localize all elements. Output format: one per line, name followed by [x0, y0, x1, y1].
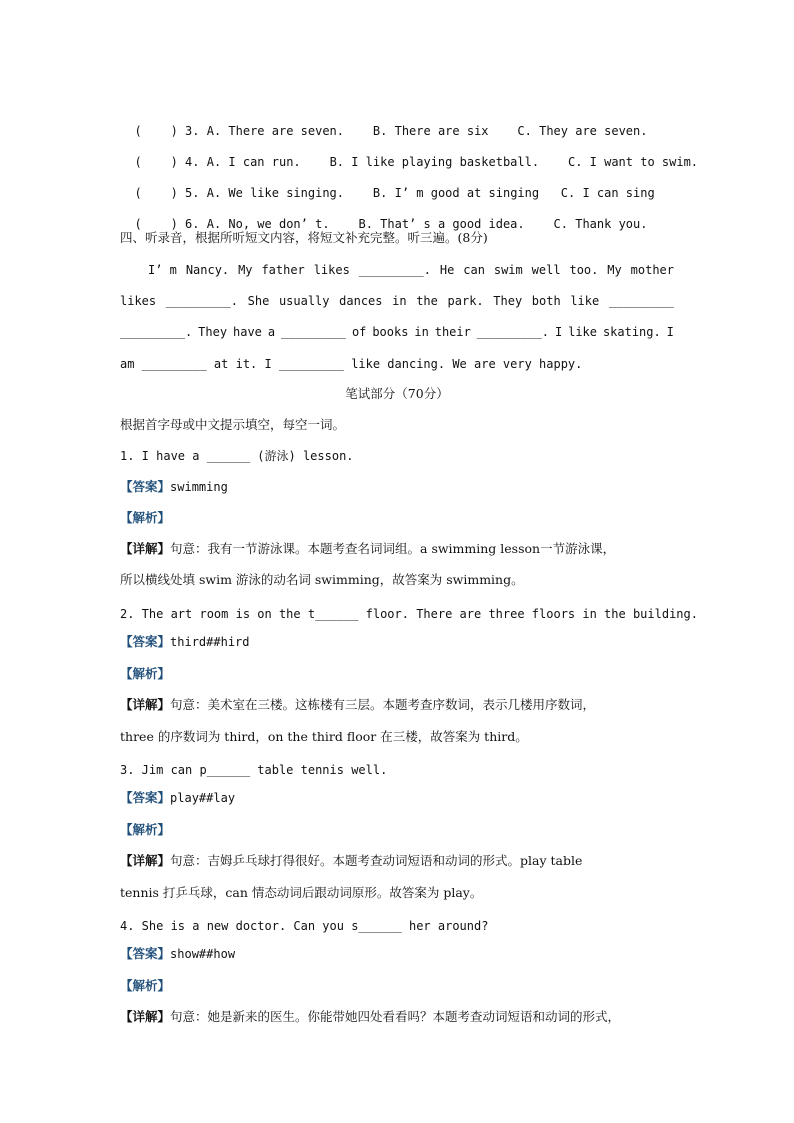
item-2-answer: [120, 634, 250, 650]
item-1-answer: [120, 479, 228, 495]
passage-word: My: [238, 263, 253, 277]
question-number: 5.: [185, 186, 200, 200]
passage-line-3: [120, 324, 674, 340]
option-b: B. That’ s a good idea.: [358, 217, 525, 231]
option-a: A. There are seven.: [206, 124, 345, 138]
answer-paren: ( ): [134, 155, 178, 169]
passage-word: in: [392, 294, 407, 308]
item-3-detail: [120, 853, 582, 869]
passage-word: _________.: [165, 294, 238, 308]
question-5-row: [120, 169, 655, 201]
option-a: A. No, we don’ t.: [206, 217, 330, 231]
question-number: 4.: [185, 155, 200, 169]
option-b: B. I like playing basketball.: [329, 155, 540, 169]
passage-word: their: [434, 325, 471, 339]
detail-label: 【详解】: [120, 853, 171, 868]
answer-text: swimming: [170, 480, 228, 494]
item-2-detail-cont: three 的序数词为 third，on the third floor 在三楼，故答案为 third。: [120, 729, 528, 744]
passage-word: She: [247, 294, 270, 308]
passage-word: They: [198, 325, 228, 339]
passage-word: They: [493, 294, 523, 308]
item-3-question: 3. Jim can p______ table tennis well.: [120, 763, 388, 777]
passage-word: in: [414, 325, 429, 339]
passage-line-1: [148, 262, 674, 278]
passage-word: park.: [447, 294, 484, 308]
passage-word: likes: [120, 294, 157, 308]
answer-label: 【答案】: [120, 479, 171, 494]
option-c: C. They are seven.: [517, 124, 648, 138]
item-3-detail-cont: tennis 打乒乓球，can 情态动词后跟动词原形。故答案为 play。: [120, 885, 483, 900]
passage-word: He: [439, 263, 455, 277]
passage-word: I’ m: [148, 263, 177, 277]
answer-label: 【答案】: [120, 946, 171, 961]
option-b: B. There are six: [372, 124, 489, 138]
passage-word: I: [666, 325, 674, 339]
passage-line-4: [120, 356, 582, 372]
item-1-detail: [120, 541, 615, 557]
answer-label: 【答案】: [120, 790, 171, 805]
item-2-question: 2. The art room is on the t______ floor. There are three floors in the building.: [120, 607, 698, 621]
item-4-question: 4. She is a new doctor. Can you s______ her around?: [120, 919, 489, 933]
option-c: C. I can sing: [560, 186, 655, 200]
question-4-row: [120, 138, 698, 170]
passage-word: of: [351, 325, 367, 339]
item-1-detail-cont: 所以横线处填 swim 游泳的动名词 swimming，故答案为 swimming。: [120, 572, 524, 587]
passage-word: likes: [313, 263, 350, 277]
item-4-detail: [120, 1009, 620, 1025]
passage-word: well: [531, 263, 561, 277]
passage-word: My: [607, 263, 622, 277]
passage-word: skating.: [602, 325, 661, 339]
option-a: A. We like singing.: [206, 186, 345, 200]
passage-word: both: [531, 294, 561, 308]
option-c: C. I want to swim.: [567, 155, 699, 169]
item-1-question: 1. I have a ______ (游泳) lesson.: [120, 449, 354, 463]
passage-word: too.: [569, 263, 599, 277]
passage-word: am _________ at it. I _________ like dancing. We are very happy.: [120, 357, 583, 371]
passage-word: _________.: [476, 325, 550, 339]
detail-label: 【详解】: [120, 1009, 171, 1024]
detail-label: 【详解】: [120, 541, 171, 556]
passage-word: Nancy.: [185, 263, 230, 277]
option-a: A. I can run.: [206, 155, 301, 169]
item-3-analysis-label: 【解析】: [120, 822, 171, 837]
item-1-analysis-label: 【解析】: [120, 510, 171, 525]
passage-word: _________.: [358, 263, 431, 277]
detail-text: 句意：美术室在三楼。这栋楼有三层。本题考查序数词，表示几楼用序数词，: [170, 697, 596, 712]
passage-word: the: [416, 294, 438, 308]
section-4-title: 四、听录音，根据所听短文内容，将短文补充完整。听三遍。(8分): [120, 230, 488, 245]
item-3-answer: [120, 790, 235, 806]
passage-word: a: [267, 325, 276, 339]
passage-line-2: [120, 293, 674, 309]
written-section-title: 笔试部分（70分）: [345, 386, 449, 401]
answer-paren: ( ): [134, 124, 178, 138]
answer-text: third##hird: [170, 635, 250, 649]
passage-word: _________: [608, 294, 674, 308]
passage-word: like: [568, 325, 598, 339]
item-2-detail: [120, 697, 595, 713]
passage-word: books: [372, 325, 409, 339]
item-4-answer: [120, 946, 235, 962]
passage-word: like: [570, 294, 600, 308]
option-b: B. I’ m good at singing: [372, 186, 540, 200]
question-number: 6.: [185, 217, 200, 231]
question-3-row: [120, 107, 647, 139]
question-6-row: [120, 200, 647, 232]
question-number: 3.: [185, 124, 200, 138]
item-2-analysis-label: 【解析】: [120, 666, 171, 681]
item-4-analysis-label: 【解析】: [120, 978, 171, 993]
detail-text: 句意：吉姆乒乓球打得很好。本题考查动词短语和动词的形式。play table: [170, 853, 583, 868]
option-c: C. Thank you.: [553, 217, 648, 231]
passage-word: father: [261, 263, 305, 277]
answer-label: 【答案】: [120, 634, 171, 649]
written-instructions: 根据首字母或中文提示填空，每空一词。: [120, 417, 346, 432]
detail-text: 句意：我有一节游泳课。本题考查名词词组。a swimming lesson一节游泳课，: [170, 541, 616, 556]
passage-word: can: [463, 263, 485, 277]
detail-label: 【详解】: [120, 697, 171, 712]
answer-text: show##how: [170, 947, 236, 961]
passage-word: mother: [630, 263, 674, 277]
answer-paren: ( ): [134, 186, 178, 200]
passage-word: _________: [280, 325, 347, 339]
answer-paren: ( ): [134, 217, 178, 231]
passage-word: dances: [339, 294, 383, 308]
passage-word: I: [554, 325, 563, 339]
answer-text: play##lay: [170, 791, 236, 805]
passage-word: swim: [493, 263, 523, 277]
passage-word: usually: [278, 294, 330, 308]
detail-text: 句意：她是新来的医生。你能带她四处看看吗？本题考查动词短语和动词的形式，: [170, 1009, 621, 1024]
passage-word: have: [233, 325, 262, 339]
passage-word: _________.: [120, 325, 193, 339]
